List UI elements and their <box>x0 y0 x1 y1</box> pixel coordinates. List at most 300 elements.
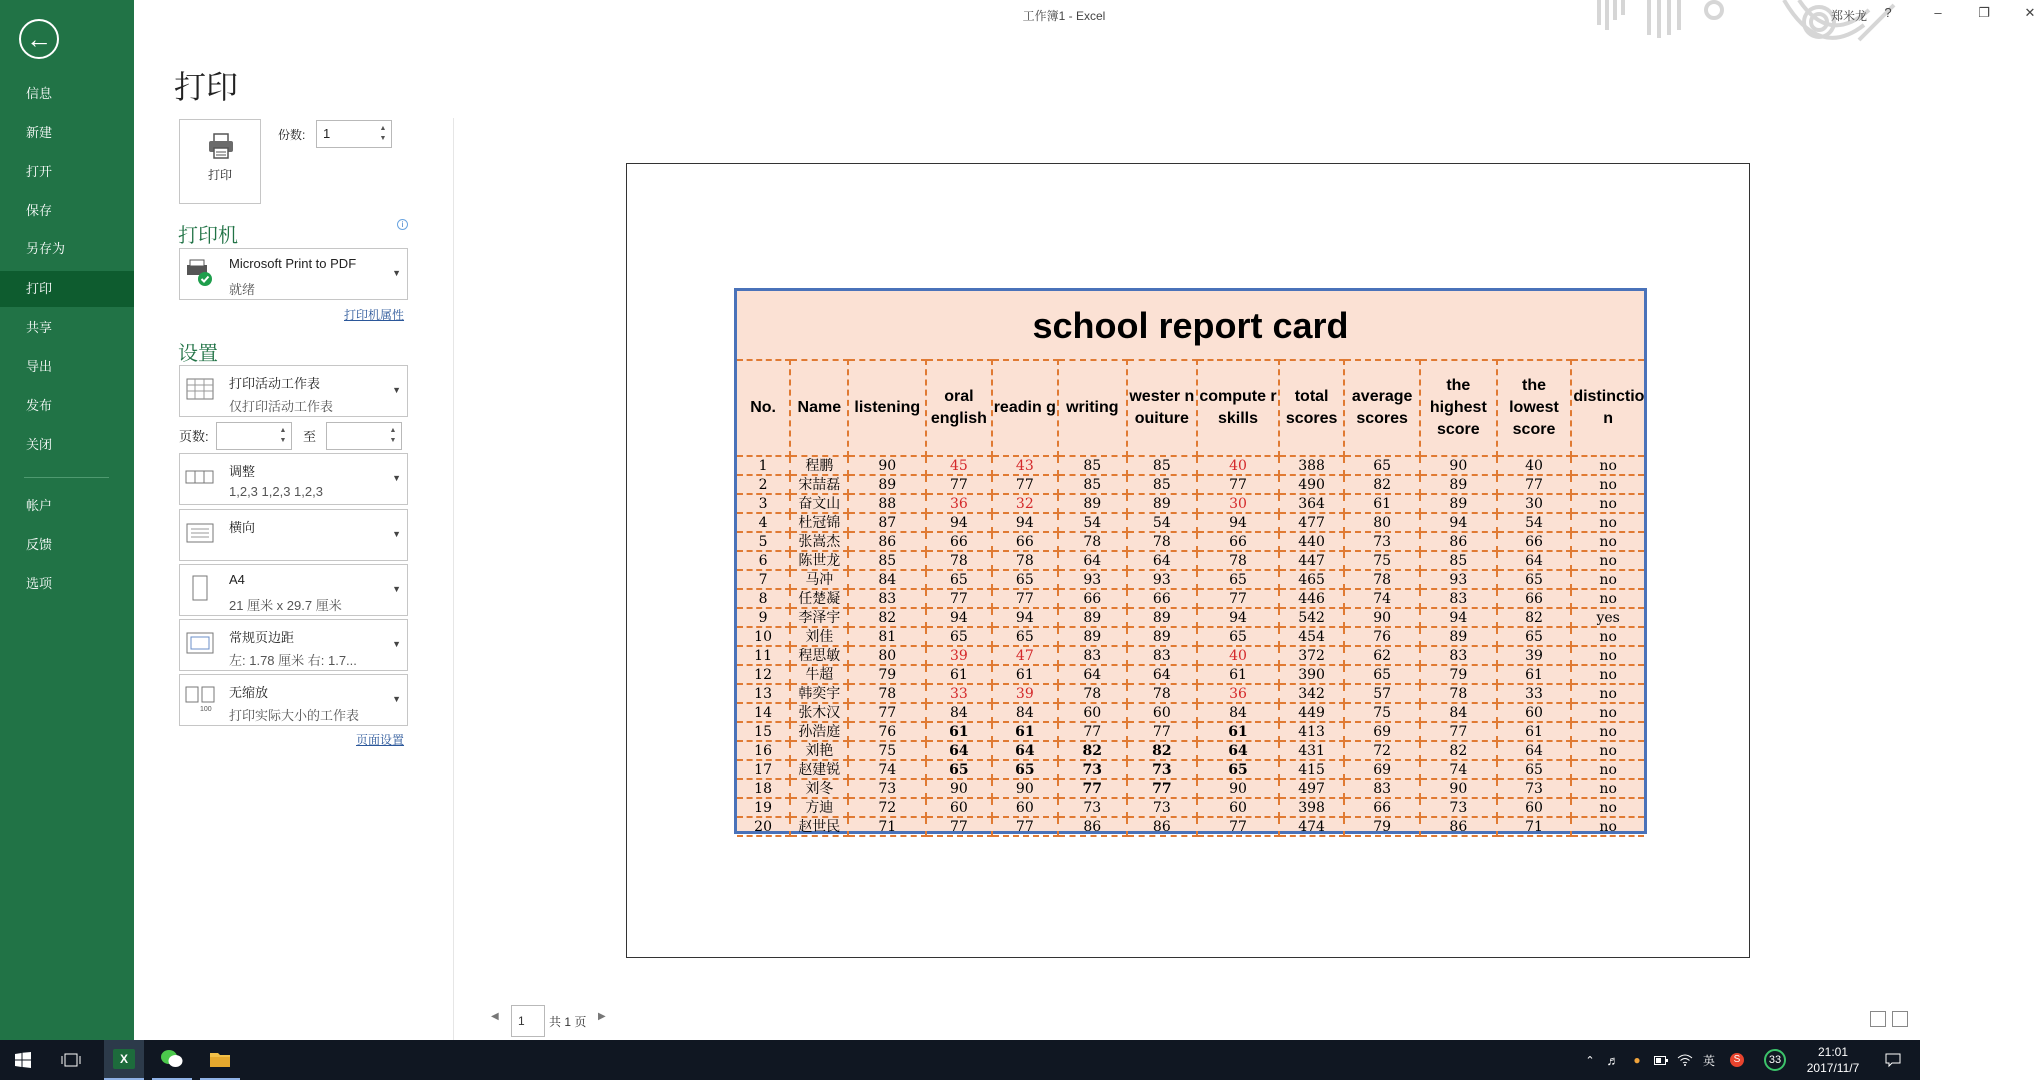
table-cell: 12 <box>737 665 790 684</box>
table-cell: 84 <box>926 703 991 722</box>
table-cell: 61 <box>1344 494 1420 513</box>
table-cell: no <box>1571 532 1644 551</box>
table-cell: 82 <box>1058 741 1127 760</box>
table-cell: 89 <box>1127 494 1198 513</box>
table-cell: 474 <box>1279 817 1344 836</box>
table-cell: 61 <box>992 665 1058 684</box>
table-cell: 36 <box>926 494 991 513</box>
table-cell: 69 <box>1344 722 1420 741</box>
table-cell: 390 <box>1279 665 1344 684</box>
table-row <box>737 475 1644 494</box>
table-cell: 19 <box>737 798 790 817</box>
windows-start-icon[interactable] <box>0 1040 46 1080</box>
table-cell: 85 <box>1058 456 1127 475</box>
column-header: readin g <box>992 360 1058 456</box>
table-cell: 程鹏 <box>790 456 848 475</box>
column-header: the highest score <box>1420 360 1497 456</box>
table-cell: 40 <box>1497 456 1572 475</box>
table-cell: 2 <box>737 475 790 494</box>
spin-down-icon[interactable]: ▼ <box>379 135 387 142</box>
table-row <box>737 589 1644 608</box>
table-cell: 90 <box>1344 608 1420 627</box>
table-row <box>737 532 1644 551</box>
table-cell: no <box>1571 779 1644 798</box>
zoom-to-page-icon[interactable] <box>1892 1011 1908 1027</box>
table-cell: 465 <box>1279 570 1344 589</box>
battery-icon[interactable] <box>1652 1040 1670 1080</box>
margins-select[interactable] <box>179 619 408 671</box>
table-cell: 78 <box>926 551 991 570</box>
back-arrow-icon[interactable]: ← <box>19 19 59 59</box>
sidebar-item-options[interactable]: 选项 <box>26 576 53 591</box>
backstage-sidebar <box>0 0 134 1040</box>
table-cell: 61 <box>1497 665 1572 684</box>
table-cell: 64 <box>1497 741 1572 760</box>
table-cell: 78 <box>1420 684 1497 703</box>
table-cell: 73 <box>1058 798 1127 817</box>
sidebar-item-account[interactable]: 帐户 <box>26 498 53 513</box>
table-cell: 73 <box>1058 760 1127 779</box>
table-cell: no <box>1571 722 1644 741</box>
table-cell: 83 <box>1420 646 1497 665</box>
table-cell: 78 <box>1058 684 1127 703</box>
table-cell: 62 <box>1344 646 1420 665</box>
table-cell: 61 <box>992 722 1058 741</box>
table-cell: no <box>1571 646 1644 665</box>
table-cell: 64 <box>1197 741 1279 760</box>
table-cell: 65 <box>1344 456 1420 475</box>
table-cell: 39 <box>926 646 991 665</box>
table-cell: 71 <box>848 817 926 836</box>
table-cell: 78 <box>1127 532 1198 551</box>
tray-app-icon[interactable]: ● <box>1633 1053 1641 1067</box>
column-header: wester n ouiture <box>1127 360 1198 456</box>
column-header: No. <box>737 360 790 456</box>
table-cell: 89 <box>1058 494 1127 513</box>
table-cell: 82 <box>1497 608 1572 627</box>
table-cell: 任楚凝 <box>790 589 848 608</box>
table-cell: 9 <box>737 608 790 627</box>
table-cell: 73 <box>848 779 926 798</box>
table-cell: 张嵩杰 <box>790 532 848 551</box>
table-cell: 77 <box>1497 475 1572 494</box>
sidebar-item-new[interactable]: 新建 <box>26 125 53 140</box>
table-cell: 54 <box>1058 513 1127 532</box>
table-cell: 16 <box>737 741 790 760</box>
table-cell: 77 <box>1197 817 1279 836</box>
table-cell: 89 <box>1127 608 1198 627</box>
task-view-icon[interactable] <box>56 1040 86 1080</box>
table-cell: 74 <box>1420 760 1497 779</box>
table-cell: 85 <box>1058 475 1127 494</box>
table-cell: 542 <box>1279 608 1344 627</box>
table-cell: 61 <box>1497 722 1572 741</box>
table-row <box>737 456 1644 475</box>
table-cell: 94 <box>1197 608 1279 627</box>
sidebar-item-share[interactable]: 共享 <box>26 320 53 335</box>
sidebar-item-save-as[interactable]: 另存为 <box>26 241 66 256</box>
help-button[interactable]: ? <box>1884 5 1892 20</box>
table-cell: 20 <box>737 817 790 836</box>
table-cell: 342 <box>1279 684 1344 703</box>
table-cell: 93 <box>1058 570 1127 589</box>
table-cell: 85 <box>1127 456 1198 475</box>
table-cell: 65 <box>926 627 991 646</box>
page-setup-link[interactable]: 页面设置 <box>356 733 405 747</box>
table-row <box>737 646 1644 665</box>
table-cell: 7 <box>737 570 790 589</box>
column-header: the lowest score <box>1497 360 1572 456</box>
table-cell: 77 <box>1127 722 1198 741</box>
table-cell: 90 <box>848 456 926 475</box>
collate-desc: 1,2,3 1,2,3 1,2,3 <box>229 484 323 499</box>
table-cell: 86 <box>1420 532 1497 551</box>
table-cell: 64 <box>926 741 991 760</box>
report-card <box>734 288 1647 834</box>
table-cell: 82 <box>1344 475 1420 494</box>
table-cell: no <box>1571 684 1644 703</box>
table-row <box>737 513 1644 532</box>
table-cell: 90 <box>1420 456 1497 475</box>
chevron-down-icon: ▼ <box>392 268 401 278</box>
pages-from-input[interactable] <box>216 422 292 450</box>
table-cell: 94 <box>992 513 1058 532</box>
table-cell: no <box>1571 817 1644 836</box>
table-cell: 60 <box>1127 703 1198 722</box>
table-cell: 5 <box>737 532 790 551</box>
table-row <box>737 722 1644 741</box>
table-cell: 刘艳 <box>790 741 848 760</box>
table-cell: 77 <box>1197 589 1279 608</box>
table-cell: 372 <box>1279 646 1344 665</box>
table-cell: 364 <box>1279 494 1344 513</box>
table-cell: 60 <box>1197 798 1279 817</box>
scaling-select[interactable] <box>179 674 408 726</box>
paper-icon <box>185 573 215 603</box>
wifi-icon[interactable] <box>1676 1040 1694 1080</box>
table-cell: 69 <box>1344 760 1420 779</box>
table-cell: 32 <box>992 494 1058 513</box>
copies-label: 份数: <box>278 128 306 142</box>
table-row <box>737 703 1644 722</box>
table-cell: 65 <box>992 570 1058 589</box>
user-name[interactable]: 郑米龙 <box>1831 9 1868 23</box>
print-button[interactable] <box>179 119 261 204</box>
table-cell: 85 <box>848 551 926 570</box>
table-cell: 30 <box>1497 494 1572 513</box>
table-cell: 65 <box>1197 760 1279 779</box>
table-cell: 86 <box>1127 817 1198 836</box>
table-cell: no <box>1571 760 1644 779</box>
table-cell: 60 <box>1497 798 1572 817</box>
spin-down-icon[interactable]: ▼ <box>279 437 287 444</box>
table-cell: 90 <box>1197 779 1279 798</box>
sogou-input-icon[interactable]: S <box>1728 1040 1746 1080</box>
table-cell: 54 <box>1127 513 1198 532</box>
table-cell: 449 <box>1279 703 1344 722</box>
table-cell: 64 <box>1497 551 1572 570</box>
table-cell: 39 <box>1497 646 1572 665</box>
sidebar-item-info[interactable]: 信息 <box>26 86 53 101</box>
table-cell: 73 <box>1127 798 1198 817</box>
table-cell: 77 <box>992 589 1058 608</box>
table-cell: 72 <box>848 798 926 817</box>
table-cell: no <box>1571 570 1644 589</box>
table-cell: no <box>1571 741 1644 760</box>
table-cell: 13 <box>737 684 790 703</box>
collate-icon <box>185 462 215 492</box>
table-cell: 497 <box>1279 779 1344 798</box>
security-badge-icon[interactable] <box>1762 1040 1788 1080</box>
table-cell: 83 <box>1127 646 1198 665</box>
table-cell: 54 <box>1497 513 1572 532</box>
panel-divider <box>453 118 454 1040</box>
table-cell: no <box>1571 798 1644 817</box>
table-cell: 82 <box>1127 741 1198 760</box>
print-what-select[interactable] <box>179 365 408 417</box>
table-cell: 89 <box>1058 627 1127 646</box>
next-page-icon[interactable]: ▶ <box>598 1011 606 1022</box>
table-cell: 90 <box>1420 779 1497 798</box>
table-cell: 3 <box>737 494 790 513</box>
table-cell: 57 <box>1344 684 1420 703</box>
table-row <box>737 760 1644 779</box>
table-cell: 66 <box>926 532 991 551</box>
column-header: compute r skills <box>1197 360 1279 456</box>
column-header: distinctio n <box>1571 360 1644 456</box>
table-cell: 84 <box>1420 703 1497 722</box>
chevron-down-icon: ▼ <box>392 694 401 704</box>
table-cell: 刘佳 <box>790 627 848 646</box>
show-hidden-icons-icon[interactable]: ⌃ <box>1585 1054 1595 1067</box>
table-cell: 90 <box>992 779 1058 798</box>
close-button[interactable]: ✕ <box>2024 5 2036 20</box>
table-cell: 杜冠锦 <box>790 513 848 532</box>
table-cell: 64 <box>992 741 1058 760</box>
table-cell: 398 <box>1279 798 1344 817</box>
taskbar <box>0 1040 1920 1080</box>
table-cell: 86 <box>1420 817 1497 836</box>
table-cell: 60 <box>926 798 991 817</box>
table-cell: 程思敏 <box>790 646 848 665</box>
table-cell: 431 <box>1279 741 1344 760</box>
sidebar-item-export[interactable]: 导出 <box>26 359 53 374</box>
table-cell: 93 <box>1420 570 1497 589</box>
table-cell: 65 <box>992 760 1058 779</box>
table-cell: 94 <box>926 513 991 532</box>
minimize-button[interactable]: – <box>1934 5 1942 20</box>
table-cell: 10 <box>737 627 790 646</box>
table-cell: 94 <box>1197 513 1279 532</box>
table-cell: 86 <box>1058 817 1127 836</box>
table-cell: 77 <box>992 475 1058 494</box>
table-cell: 413 <box>1279 722 1344 741</box>
table-cell: 477 <box>1279 513 1344 532</box>
table-cell: 40 <box>1197 456 1279 475</box>
table-cell: no <box>1571 627 1644 646</box>
ime-indicator[interactable]: 英 <box>1702 1053 1715 1068</box>
printer-heading: 打印机 <box>178 225 238 247</box>
table-cell: 赵世民 <box>790 817 848 836</box>
table-cell: 75 <box>1344 551 1420 570</box>
table-cell: 85 <box>1420 551 1497 570</box>
scaling-icon <box>185 683 215 713</box>
copies-value: 1 <box>323 126 331 141</box>
table-cell: 方迪 <box>790 798 848 817</box>
table-cell: 64 <box>1127 665 1198 684</box>
chevron-down-icon: ▼ <box>392 529 401 539</box>
table-cell: 77 <box>926 817 991 836</box>
report-body <box>737 456 1644 836</box>
table-cell: 65 <box>1497 570 1572 589</box>
table-cell: no <box>1571 513 1644 532</box>
table-cell: 87 <box>848 513 926 532</box>
table-cell: 446 <box>1279 589 1344 608</box>
table-cell: 80 <box>1344 513 1420 532</box>
table-cell: 39 <box>992 684 1058 703</box>
table-cell: no <box>1571 703 1644 722</box>
printer-select[interactable] <box>179 248 408 300</box>
table-cell: 81 <box>848 627 926 646</box>
report-title: school report card <box>1032 305 1349 346</box>
previous-page-icon[interactable]: ◀ <box>491 1011 499 1022</box>
table-cell: 89 <box>1420 627 1497 646</box>
table-cell: 65 <box>1497 627 1572 646</box>
sidebar-item-close[interactable]: 关闭 <box>26 437 53 452</box>
table-row <box>737 779 1644 798</box>
system-clock[interactable] <box>1806 1044 1860 1076</box>
printer-name: Microsoft Print to PDF <box>229 256 357 271</box>
paper-size-desc: 21 厘米 x 29.7 厘米 <box>229 598 342 613</box>
table-cell: 85 <box>1127 475 1198 494</box>
table-cell: 78 <box>1197 551 1279 570</box>
margins-label: 常规页边距 <box>229 630 295 645</box>
orientation-select[interactable] <box>179 509 408 561</box>
action-center-icon[interactable] <box>1878 1040 1908 1080</box>
table-cell: 75 <box>1344 703 1420 722</box>
table-cell: 74 <box>848 760 926 779</box>
show-margins-icon[interactable] <box>1870 1011 1886 1027</box>
table-cell: 89 <box>1058 608 1127 627</box>
table-row <box>737 684 1644 703</box>
table-cell: 78 <box>1344 570 1420 589</box>
sidebar-item-open[interactable]: 打开 <box>26 164 53 179</box>
table-cell: 牛超 <box>790 665 848 684</box>
table-cell: 65 <box>1197 570 1279 589</box>
pages-to-input[interactable] <box>326 422 402 450</box>
table-row <box>737 665 1644 684</box>
table-cell: 61 <box>1197 665 1279 684</box>
sidebar-item-feedback[interactable]: 反馈 <box>26 537 53 552</box>
excel-taskbar-icon[interactable]: X <box>104 1040 144 1080</box>
table-cell: 84 <box>992 703 1058 722</box>
table-row <box>737 817 1644 836</box>
column-header: average scores <box>1344 360 1420 456</box>
column-header: oral english <box>926 360 991 456</box>
pages-to-label: 至 <box>303 429 317 444</box>
spin-down-icon[interactable]: ▼ <box>389 437 397 444</box>
table-cell: 47 <box>992 646 1058 665</box>
svg-text:100: 100 <box>200 706 212 713</box>
table-cell: 72 <box>1344 741 1420 760</box>
table-cell: 66 <box>1058 589 1127 608</box>
table-cell: 76 <box>1344 627 1420 646</box>
wechat-icon[interactable] <box>152 1040 192 1080</box>
sidebar-item-publish[interactable]: 发布 <box>26 398 53 413</box>
chevron-down-icon: ▼ <box>392 385 401 395</box>
paper-size-select[interactable] <box>179 564 408 616</box>
table-cell: 6 <box>737 551 790 570</box>
sidebar-item-print[interactable]: 打印 <box>0 271 134 307</box>
table-cell: 66 <box>1497 589 1572 608</box>
table-cell: 94 <box>926 608 991 627</box>
spin-up-icon[interactable]: ▲ <box>279 427 287 434</box>
table-cell: 61 <box>1197 722 1279 741</box>
table-cell: 82 <box>1420 741 1497 760</box>
worksheet-icon <box>185 374 215 404</box>
table-cell: 73 <box>1497 779 1572 798</box>
table-cell: 440 <box>1279 532 1344 551</box>
table-cell: 18 <box>737 779 790 798</box>
table-cell: 11 <box>737 646 790 665</box>
table-cell: 78 <box>1058 532 1127 551</box>
copies-input[interactable] <box>316 120 392 148</box>
table-cell: 94 <box>1420 513 1497 532</box>
table-cell: no <box>1571 494 1644 513</box>
table-cell: 4 <box>737 513 790 532</box>
table-cell: 66 <box>1127 589 1198 608</box>
table-cell: 65 <box>1197 627 1279 646</box>
spin-up-icon[interactable]: ▲ <box>379 125 387 132</box>
sidebar-item-save[interactable]: 保存 <box>26 203 53 218</box>
page-number-input[interactable]: 1 <box>511 1005 545 1037</box>
table-cell: 79 <box>1420 665 1497 684</box>
chevron-down-icon: ▼ <box>392 473 401 483</box>
scaling-desc: 打印实际大小的工作表 <box>229 708 360 723</box>
table-cell: 66 <box>992 532 1058 551</box>
info-icon[interactable]: i <box>397 219 408 230</box>
volume-icon[interactable]: ♬ <box>1606 1052 1620 1068</box>
chevron-down-icon: ▼ <box>392 639 401 649</box>
table-cell: no <box>1571 551 1644 570</box>
table-cell: 60 <box>1058 703 1127 722</box>
file-explorer-icon[interactable] <box>200 1040 240 1080</box>
orientation-label: 横向 <box>229 520 256 535</box>
collate-select[interactable] <box>179 453 408 505</box>
table-row <box>737 494 1644 513</box>
table-cell: no <box>1571 456 1644 475</box>
table-cell: 1 <box>737 456 790 475</box>
table-cell: 78 <box>848 684 926 703</box>
report-table <box>737 359 1644 837</box>
printer-properties-link[interactable]: 打印机属性 <box>344 308 405 322</box>
table-row <box>737 741 1644 760</box>
column-header: total scores <box>1279 360 1344 456</box>
print-button-label: 打印 <box>207 168 232 182</box>
table-cell: 77 <box>848 703 926 722</box>
table-cell: no <box>1571 665 1644 684</box>
spin-up-icon[interactable]: ▲ <box>389 427 397 434</box>
table-cell: 84 <box>848 570 926 589</box>
table-cell: 60 <box>1497 703 1572 722</box>
report-header-row <box>737 360 1644 456</box>
table-cell: 15 <box>737 722 790 741</box>
table-cell: 77 <box>926 475 991 494</box>
restore-button[interactable]: ❐ <box>1978 5 1990 20</box>
table-cell: 77 <box>1127 779 1198 798</box>
table-cell: 82 <box>848 608 926 627</box>
table-cell: 88 <box>848 494 926 513</box>
